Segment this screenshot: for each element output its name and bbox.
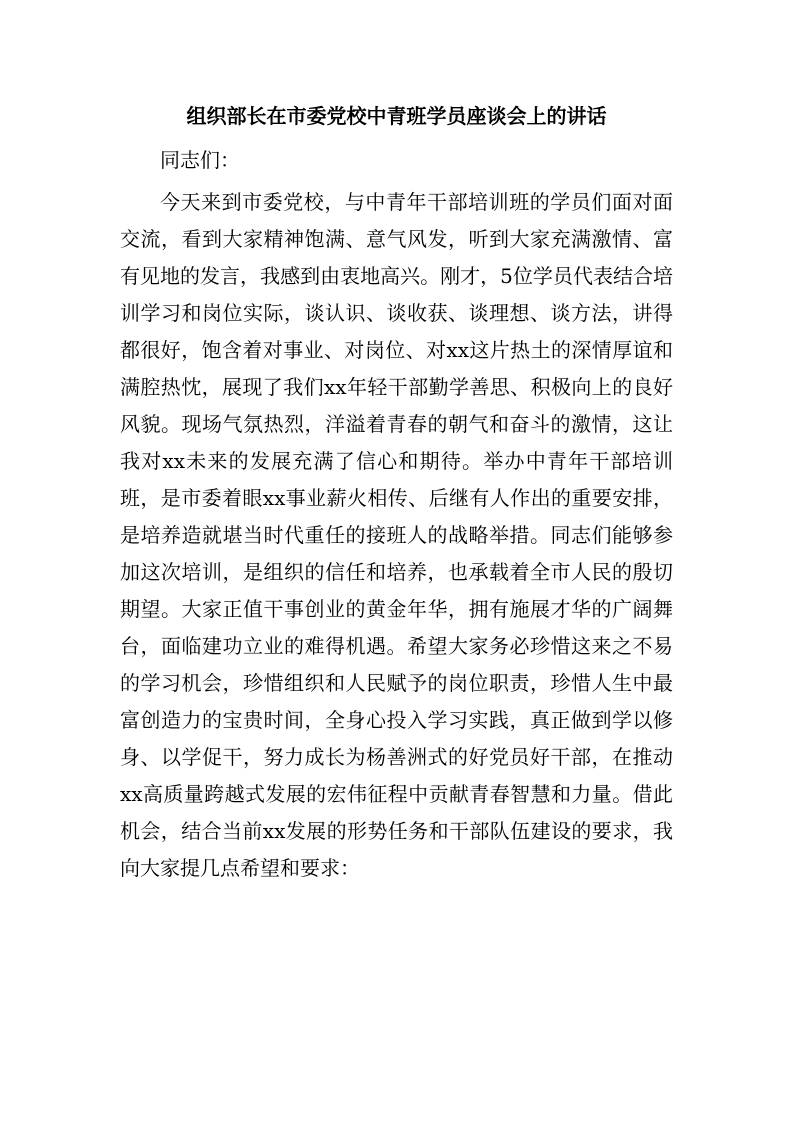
document-title: 组织部长在市委党校中青班学员座谈会上的讲话 <box>186 104 607 128</box>
salutation: 同志们： <box>160 148 240 172</box>
body-paragraph: 今天来到市委党校，与中青年干部培训班的学员们面对面交流，看到大家精神饱满、意气风发，听到大家充满激情、富有见地的发言，我感到由衷地高兴。刚才，5位学员代表结合培训学习和岗位实际，谈认识、谈收获、谈理想、谈方法，讲得都很好，饱含着对事业、对岗位、对xx这片热土的深情厚谊和满腔热忱，展现了我们xx年轻干部勤学善思、积极向上的良好风貌。现场气氛热烈，洋溢着青春的朝气和奋斗的激情，这让我对xx未来的发展充满了信心和期待。举办中青年干部培训班，是市委着眼xx事业薪火相传、后继有人作出的重要安排，是培养造就堪当时代重任的接班人的战略举措。同志们能够参加这次培训，是组织的信任和培养，也承载着全市人民的殷切期望。大家正值干事创业的黄金年华，拥有施展才华的广阔舞台，面临建功立业的难得机遇。希望大家务必珍惜这来之不易的学习机会，珍惜组织和人民赋予的岗位职责，珍惜人生中最富创造力的宝贵时间，全身心投入学习实践，真正做到学以修身、以学促干，努力成长为杨善洲式的好党员好干部，在推动xx高质量跨越式发展的宏伟征程中贡献青春智慧和力量。借此机会，结合当前xx发展的形势任务和干部队伍建设的要求，我向大家提几点希望和要求： <box>120 190 673 880</box>
